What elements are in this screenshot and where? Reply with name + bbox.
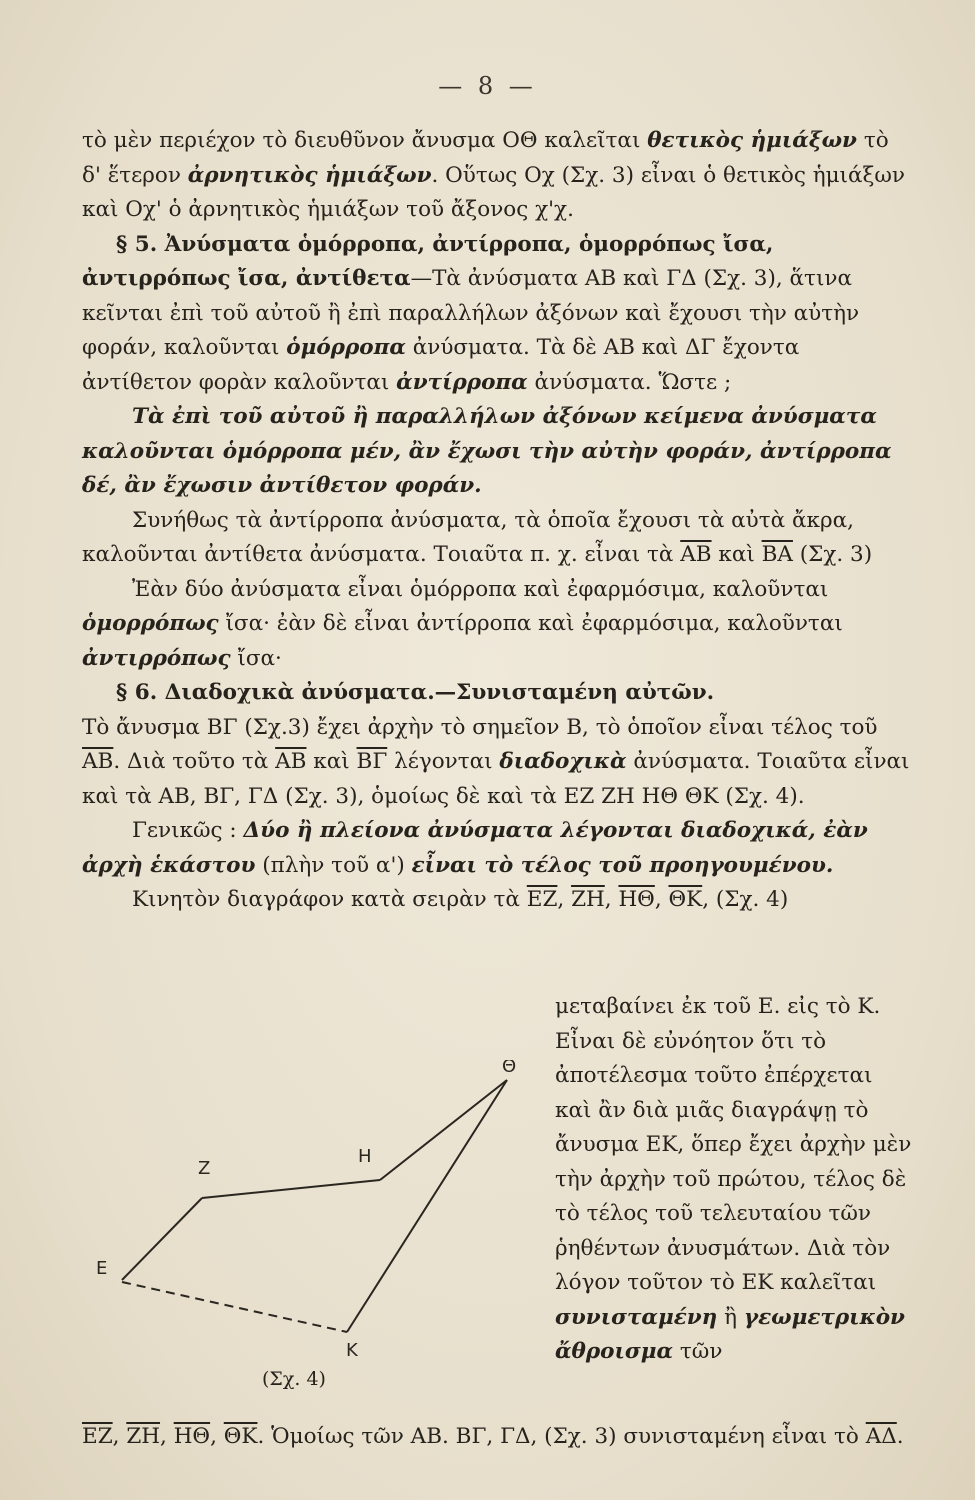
paragraph-moving-point: Κινητὸν διαγράφον κατὰ σειρὰν τὰ $\overline{EZ}$, $\overline{ZH}$, $\overline{H\Theta}$, $\overline{\Theta K}$, (Σχ. 4) bbox=[132, 887, 789, 912]
section-6-heading: Διαδοχικὰ ἀνύσματα.—Συνισταμένη αὐτῶν. bbox=[157, 680, 715, 705]
vector-EZ bbox=[122, 1198, 202, 1280]
label-H: Η bbox=[358, 1146, 372, 1167]
figure-4-caption: (Σχ. 4) bbox=[262, 1368, 326, 1390]
section-5-heading: Ἀνύσματα ὁμόρροπα, ἀντίρροπα, ὁμορρόπως ἴσα, ἀντιρρόπως ἴσα, ἀντίθετα bbox=[82, 231, 774, 291]
bottom-text: $\overline{EZ}$, $\overline{ZH}$, $\overline{H\Theta}$, $\overline{\Theta K}$. Ὁμοίως τῶν ΑΒ. ΒΓ, ΓΔ, (Σχ. 3) συνισταμένη εἶναι τὸ $\overline{A\Delta}$. bbox=[82, 1424, 904, 1449]
label-E: Ε bbox=[96, 1258, 108, 1279]
page-number: — 8 — bbox=[438, 72, 537, 100]
vector-ThetaK bbox=[347, 1080, 507, 1332]
paragraph-opposite-vectors: Συνήθως τὰ ἀντίρροπα ἀνύσματα, τὰ ὁποῖα ἔχουσι τὰ αὐτὰ ἄκρα, καλοῦνται ἀντίθετα ἀνύσματα. Τοιαῦτα π. χ. εἶναι τὰ $\overline{AB}$ καὶ $\overline{BA}$ (Σχ. 3) bbox=[82, 507, 873, 567]
paragraph-general-rule: Γενικῶς : Δύο ἢ πλείονα ἀνύσματα λέγονται διαδοχικά, ἐὰν ἀρχὴ ἑκάστου (πλὴν τοῦ α') εἶναι τὸ τέλος τοῦ προηγουμένου. bbox=[82, 818, 868, 878]
rule-section-5: Τὰ ἐπὶ τοῦ αὐτοῦ ἢ παραλλήλων ἀξόνων κείμενα ἀνύσματα καλοῦνται ὁμόρροπα μέν, ἂν ἔχωσι τὴν αὐτὴν φοράν, ἀντίρροπα δέ, ἂν ἔχωσιν ἀντίθετον φοράν. bbox=[82, 404, 892, 498]
resultant-EK bbox=[122, 1282, 347, 1332]
label-Z: Ζ bbox=[198, 1158, 211, 1179]
section-6-paragraph: § 6. Διαδοχικὰ ἀνύσματα.—Συνισταμένη αὐτῶν. Τὸ ἄνυσμα ΒΓ (Σχ.3) ἔχει ἀρχὴν τὸ σημεῖον Β, τὸ ὁποῖον εἶναι τέλος τοῦ $\overline{AB}$. Διὰ τοῦτο τὰ $\overline{AB}$ καὶ $\overline{B\Gamma}$ λέγονται διαδοχικὰ ἀνύσματα. Τοιαῦτα εἶναι καὶ τὰ ΑΒ, ΒΓ, ΓΔ (Σχ. 3), ὁμοίως δὲ καὶ τὰ ΕΖ ΖΗ ΗΘ ΘΚ (Σχ. 4). bbox=[82, 680, 910, 809]
figure-4-diagram bbox=[82, 1060, 552, 1400]
main-text bbox=[82, 124, 912, 918]
vector-ZH bbox=[202, 1180, 380, 1198]
paragraph-equal-vectors: Ἐὰν δύο ἀνύσματα εἶναι ὁμόρροπα καὶ ἐφαρμόσιμα, καλοῦνται ὁμορρόπως ἴσα· ἐὰν δὲ εἶναι ἀντίρροπα καὶ ἐφαρμόσιμα, καλοῦνται ἀντιρρόπως ἴσα· bbox=[82, 576, 843, 671]
section-5-paragraph: § 5. Ἀνύσματα ὁμόρροπα, ἀντίρροπα, ὁμορρόπως ἴσα, ἀντιρρόπως ἴσα, ἀντίθετα—Τὰ ἀνύσματα ΑΒ καὶ ΓΔ (Σχ. 3), ἅτινα κεῖνται ἐπὶ τοῦ αὐτοῦ ἢ ἐπὶ παραλλήλων ἀξόνων καὶ ἔχουσι τὴν αὐτὴν φοράν, καλοῦνται ὁμόρροπα ἀνύσματα. Τὰ δὲ ΑΒ καὶ ΔΓ ἔχοντα ἀντίθετον φορὰν καλοῦνται ἀντίρροπα ἀνύσματα. Ὥστε ; bbox=[82, 231, 860, 395]
label-Theta: Θ bbox=[502, 1060, 517, 1077]
paragraph-half-axes: τὸ μὲν περιέχον τὸ διευθῦνον ἄνυσμα ΟΘ καλεῖται θετικὸς ἡμιάξων τὸ δ' ἕτερον ἀρνητικὸς ἡμιάξων. Οὕτως Οχ (Σχ. 3) εἶναι ὁ θετικὸς ἡμιάξων καὶ Οχ' ὁ ἀρνητικὸς ἡμιάξων τοῦ ἄξονος χ'χ. bbox=[82, 128, 905, 222]
right-column-text: μεταβαίνει ἐκ τοῦ Ε. εἰς τὸ Κ. Εἶναι δὲ εὐνόητον ὅτι τὸ ἀποτέλεσμα τοῦτο ἐπέρχεται καὶ ἂν διὰ μιᾶς διαγράψῃ τὸ ἄνυσμα ΕΚ, ὅπερ ἔχει ἀρχὴν μὲν τὴν ἀρχὴν τοῦ πρώτου, τέλος δὲ τὸ τέλος τοῦ τελευταίου τῶν ῥηθέντων ἀνυσμάτων. Διὰ τὸν λόγον τοῦτον τὸ ΕΚ καλεῖται συνισταμένη ἢ γεωμετρικὸν ἄθροισμα τῶν bbox=[555, 994, 912, 1364]
vector-HTheta bbox=[380, 1080, 507, 1180]
label-K: Κ bbox=[346, 1340, 358, 1361]
section-6-number: § 6. bbox=[116, 680, 158, 705]
section-5-number: § 5. bbox=[116, 231, 158, 257]
